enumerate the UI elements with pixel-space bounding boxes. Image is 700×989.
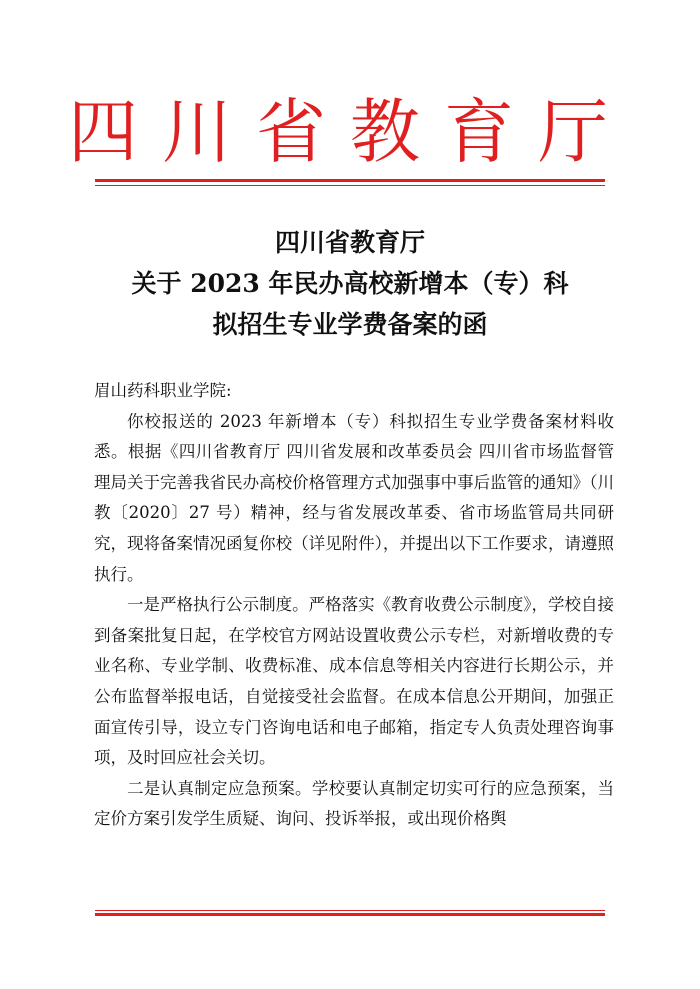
title-line-1: 四川省教育厅 — [274, 228, 425, 257]
document-body — [94, 376, 614, 835]
salutation: 眉山药科职业学院: — [94, 381, 232, 400]
body-paragraph: 一是严格执行公示制度。严格落实《教育收费公示制度》，学校自接到备案批复日起，在学校官方网站设置收费公示专栏，对新增收费的专业名称、专业学制、收费标准、成本信息等相关内容进行长期公示，并公布监督举报电话，自觉接受社会监督。在成本信息公开期间，加强正面宣传引导，设立专门咨询电话和电子邮箱，指定专人负责处理咨询事项，及时回应社会关切。 — [94, 595, 614, 768]
letterhead-org-name: 四川省教育厅 — [68, 91, 632, 173]
body-paragraph: 二是认真制定应急预案。学校要认真制定切实可行的应急预案，当定价方案引发学生质疑、询问、投诉举报，或出现价格舆 — [94, 778, 614, 829]
body-paragraph: 你校报送的 2023 年新增本（专）科拟招生专业学费备案材料收悉。根据《四川省教育厅 四川省发展和改革委员会 四川省市场监督管理局关于完善我省民办高校价格管理方式加强事中事后监管的通知》（川教〔2020〕27 号）精神，经与省发展改革委、省市场监管局共同研究，现将备案情况函复你校（详见附件），并提出以下工作要求，请遵照执行。 — [94, 411, 614, 584]
title-line-2: 关于 2023 年民办高校新增本（专）科 — [131, 269, 569, 298]
title-line-3: 拟招生专业学费备案的函 — [212, 310, 488, 339]
document-title — [95, 222, 605, 345]
footer-divider-thick — [95, 913, 605, 916]
letterhead-divider-thick — [95, 179, 605, 182]
footer-divider-thin — [95, 910, 605, 911]
letterhead-divider-thin — [95, 185, 605, 186]
